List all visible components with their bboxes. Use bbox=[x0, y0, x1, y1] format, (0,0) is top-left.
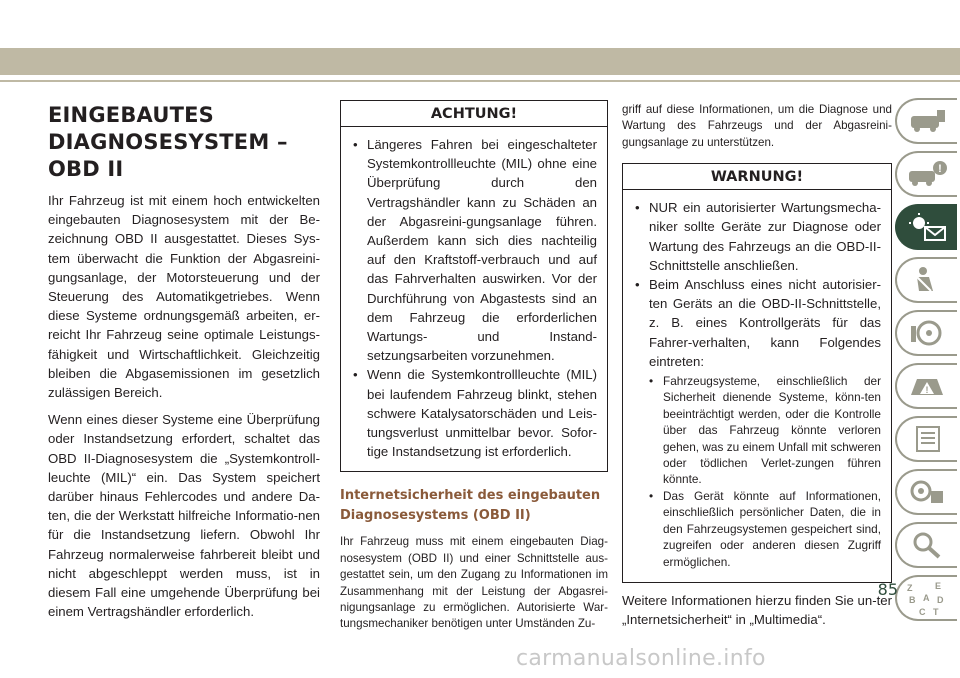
warning-subitem: • Das Gerät könnte auf Informationen, einschließlich persönlicher Daten, die in den Fahrzeugsystemen gespeichert sind, zugreifen oder anderen diesen Zugriff ermöglichen. bbox=[649, 488, 881, 570]
warning-box bbox=[622, 163, 892, 583]
car-service-icon[interactable] bbox=[895, 363, 957, 409]
warning-sublist bbox=[649, 371, 881, 572]
intro-paragraph: Ihr Fahrzeug ist mit einem hoch entwickelten eingebauten Diagnosesystem mit der Be-zeichnung OBD II ausgestattet. Dieses Sys-tem überwacht die Funktion der Abgasreini-gungsanlage, der Motorsteuerung und der Steuerung des Automatikgetriebes. Wenn diese Systeme ordnungsgemäß arbeiten, er-reicht Ihr Fahrzeug seine optimale Leistungs-fähigkeit und Wirtschaftlichkeit. Gleichzeitig bleiben die Abgasemissionen im gesetzlich zulässigen Bereich. bbox=[48, 193, 320, 401]
svg-text:!: ! bbox=[938, 163, 942, 175]
watermark: carmanualsonline.info bbox=[516, 646, 766, 671]
car-warning-icon[interactable] bbox=[895, 151, 957, 197]
section-paragraph: Ihr Fahrzeug muss mit einem eingebauten Diag-nosesystem (OBD II) und einer Schnittstelle aus-gestattet sein, um den Zugang zu Informationen im Zusammenhang mit der Leistung der Abgasrei-nigungsanlage zu ermöglichen. Autorisierte War-tungsmechaniker benötigen unter Umständen Zu- bbox=[340, 535, 608, 631]
caution-heading: ACHTUNG! bbox=[341, 101, 607, 127]
car-info-icon[interactable] bbox=[895, 98, 957, 144]
closing-paragraph: Weitere Informationen hierzu finden Sie un-ter „Internetsicherheit“ in „Multimedia“. bbox=[622, 592, 892, 628]
caution-item: • Wenn die Systemkontrollleuchte (MIL) bei laufendem Fahrzeug blinkt, stehen schwere Katalysatorschäden und Leis-tungsverlust unmittelbar bevor. Sofor-tige Instandsetzung ist erforderlich. bbox=[353, 365, 597, 461]
header-rule bbox=[0, 80, 960, 82]
alphabet-letter: A bbox=[923, 593, 930, 603]
alphabet-letter: T bbox=[933, 607, 939, 617]
warning-item: • NUR ein autorisierter Wartungsmecha-niker sollte Geräte zur Diagnose oder Wartung des Fahrzeugs an die OBD-II-Schnittstelle anschließen. bbox=[635, 198, 881, 275]
caution-box bbox=[340, 100, 608, 472]
alphabet-letter: D bbox=[937, 595, 944, 605]
caution-list bbox=[341, 127, 607, 471]
continuation-paragraph: griff auf diese Informationen, um die Diagnose und Wartung des Fahrzeugs und der Abgasreini-gungsanlage zu unterstützen. bbox=[622, 103, 892, 149]
warning-item-text: Beim Anschluss eines nicht autorisier-ten Geräts an die OBD-II-Schnittstelle, z. B. eines Kontrollgeräts für das Fahrer-verhalten, kann Folgendes eintreten: bbox=[649, 277, 881, 369]
alphabet-index-icon[interactable] bbox=[895, 575, 957, 621]
svg-text:!: ! bbox=[925, 385, 929, 395]
list-specifications-icon[interactable] bbox=[895, 416, 957, 462]
section-heading: Internetsicherheit des eingebauten Diagnosesystems (OBD II) bbox=[340, 488, 601, 524]
alphabet-letter: Z bbox=[907, 583, 913, 593]
warning-subitem: • Fahrzeugsysteme, einschließlich der Sicherheit dienende Systeme, könn-ten beeinträchtigt werden, oder die Kontrolle über das Fahrzeug könnte verloren gehen, was zu einem Unfall mit schweren oder tödlichen Verlet-zungen führen könnte. bbox=[649, 373, 881, 488]
caution-item: • Längeres Fahren bei eingeschalteter Systemkontrollleuchte (MIL) ohne eine Überprüfung durch den Vertragshändler kann zu Schäden an der Abgasreini-gungsanlage führen. Außerdem kann sich dies nachteilig auf den Kraftstoff-verbrauch und auf das Fahrverhalten auswirken. Vor der Durchführung von Abgastests sind an dem Fahrzeug die erforderlichen Wartungs- und Instand-setzungsarbeiten vorzunehmen. bbox=[353, 135, 597, 365]
mil-paragraph: Wenn eines dieser Systeme eine Überprüfung oder Instandsetzung erfordert, schaltet das OBD II-Diagnosesystem die „Systemkontroll-leuchte (MIL)“ ein. Das System speichert darüber hinaus Fehlercodes und andere Da-ten, die der Werkstatt hilfreiche Informatio-nen für die Instandsetzung liefern. Obwohl Ihr Fahrzeug normalerweise fahrbereit bleibt und nicht abgeschleppt werden muss, ist in diesem Fall eine umgehende Überprüfung bei einem Vertragshändler erforderlich. bbox=[48, 412, 320, 620]
header-band bbox=[0, 0, 960, 84]
steering-wheel-icon[interactable] bbox=[895, 310, 957, 356]
seat-safety-icon[interactable] bbox=[895, 257, 957, 303]
page-title: EINGEBAUTES DIAGNOSESYSTEM – OBD II bbox=[48, 103, 288, 181]
warning-list bbox=[623, 190, 891, 582]
alphabet-letter: C bbox=[919, 607, 926, 617]
multimedia-icon[interactable] bbox=[895, 469, 957, 515]
warning-light-message-icon[interactable] bbox=[895, 204, 957, 250]
warning-heading: WARNUNG! bbox=[623, 164, 891, 190]
header-bar bbox=[0, 48, 960, 75]
page-number: 85 bbox=[877, 580, 898, 599]
chapter-tabs bbox=[895, 98, 960, 628]
column-right bbox=[622, 102, 892, 637]
alphabet-letter: E bbox=[935, 581, 942, 591]
warning-item bbox=[635, 275, 881, 572]
column-left bbox=[48, 96, 320, 629]
alphabet-letter: B bbox=[909, 595, 916, 605]
search-index-icon[interactable] bbox=[895, 522, 957, 568]
column-middle bbox=[340, 100, 608, 639]
